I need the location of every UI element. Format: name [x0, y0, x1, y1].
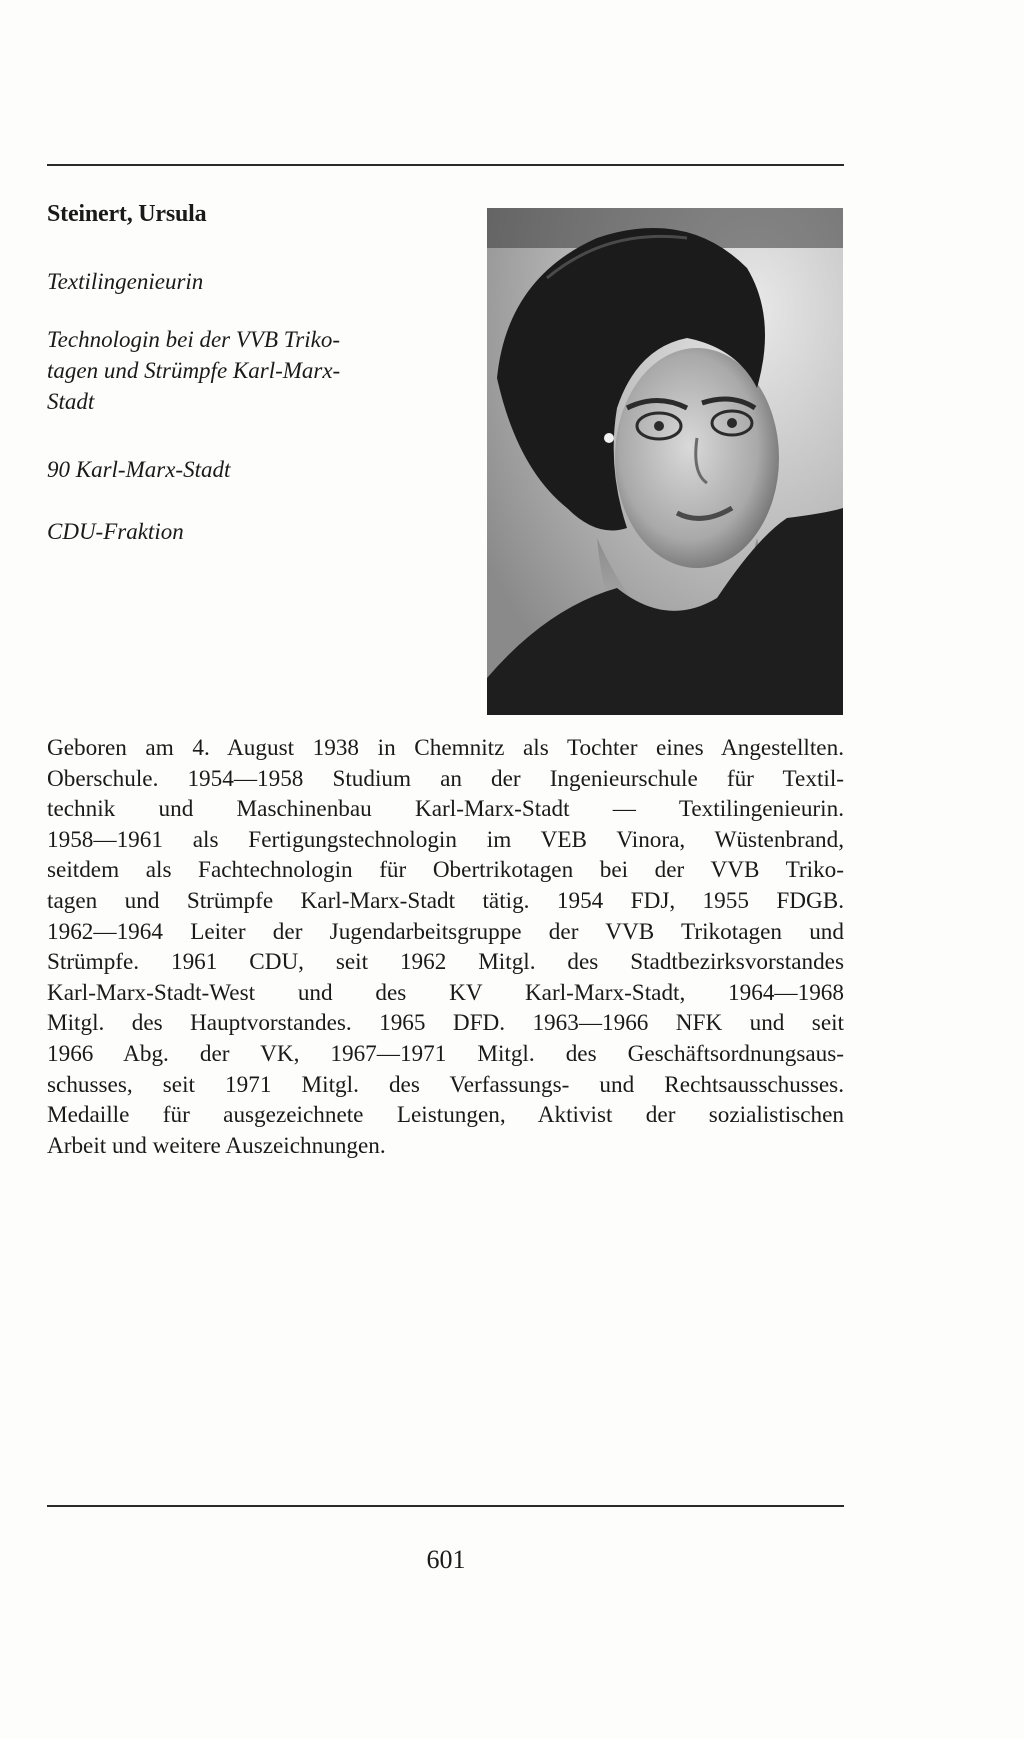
- biography-line: Arbeit und weitere Auszeichnungen.: [47, 1132, 386, 1159]
- parliamentary-fraction: CDU-Fraktion: [47, 519, 184, 544]
- portrait-photo: [487, 208, 843, 715]
- biography: [47, 733, 844, 1161]
- biography-line: Karl-Marx-Stadt-West und des KV Karl-Marx-Stadt, 1964—1968: [47, 979, 844, 1006]
- biography-line: Medaille für ausgezeichnete Leistungen, Aktivist der sozialistischen: [47, 1102, 844, 1129]
- bottom-rule: [47, 1505, 844, 1507]
- page-number: 601: [426, 1545, 466, 1574]
- position-line: tagen und Strümpfe Karl-Marx-: [47, 358, 341, 383]
- biography-line: schusses, seit 1971 Mitgl. des Verfassungs- und Rechtsausschusses.: [47, 1071, 844, 1098]
- biography-line: tagen und Strümpfe Karl-Marx-Stadt tätig. 1954 FDJ, 1955 FDGB.: [47, 887, 844, 914]
- position-text: [47, 324, 407, 417]
- profession: Textilingenieurin: [47, 269, 204, 294]
- biography-line: technik und Maschinenbau Karl-Marx-Stadt — Textilingenieurin.: [47, 796, 844, 823]
- position-line: Stadt: [47, 389, 95, 414]
- biography-line: Geboren am 4. August 1938 in Chemnitz als Tochter eines Angestellten.: [47, 735, 844, 761]
- biography-line: 1958—1961 als Fertigungstechnologin im VEB Vinora, Wüstenbrand,: [47, 826, 844, 853]
- biography-line: Mitgl. des Hauptvorstandes. 1965 DFD. 1963—1966 NFK und seit: [47, 1010, 844, 1037]
- biography-line: Oberschule. 1954—1958 Studium an der Ingenieurschule für Textil-: [47, 765, 844, 792]
- position-line: Technologin bei der VVB Triko-: [47, 327, 341, 352]
- biography-line: 1966 Abg. der VK, 1967—1971 Mitgl. des Geschäftsordnungsaus-: [47, 1040, 844, 1067]
- biography-line: Strümpfe. 1961 CDU, seit 1962 Mitgl. des Stadtbezirksvorstandes: [47, 949, 844, 976]
- biography-line: seitdem als Fachtechnologin für Obertrikotagen bei der VVB Triko-: [47, 857, 844, 884]
- person-name: Steinert, Ursula: [47, 201, 207, 227]
- location: 90 Karl-Marx-Stadt: [47, 457, 231, 482]
- top-rule: [47, 164, 844, 166]
- biography-line: 1962—1964 Leiter der Jugendarbeitsgruppe der VVB Trikotagen und: [47, 918, 844, 945]
- portrait-illustration: [487, 208, 843, 715]
